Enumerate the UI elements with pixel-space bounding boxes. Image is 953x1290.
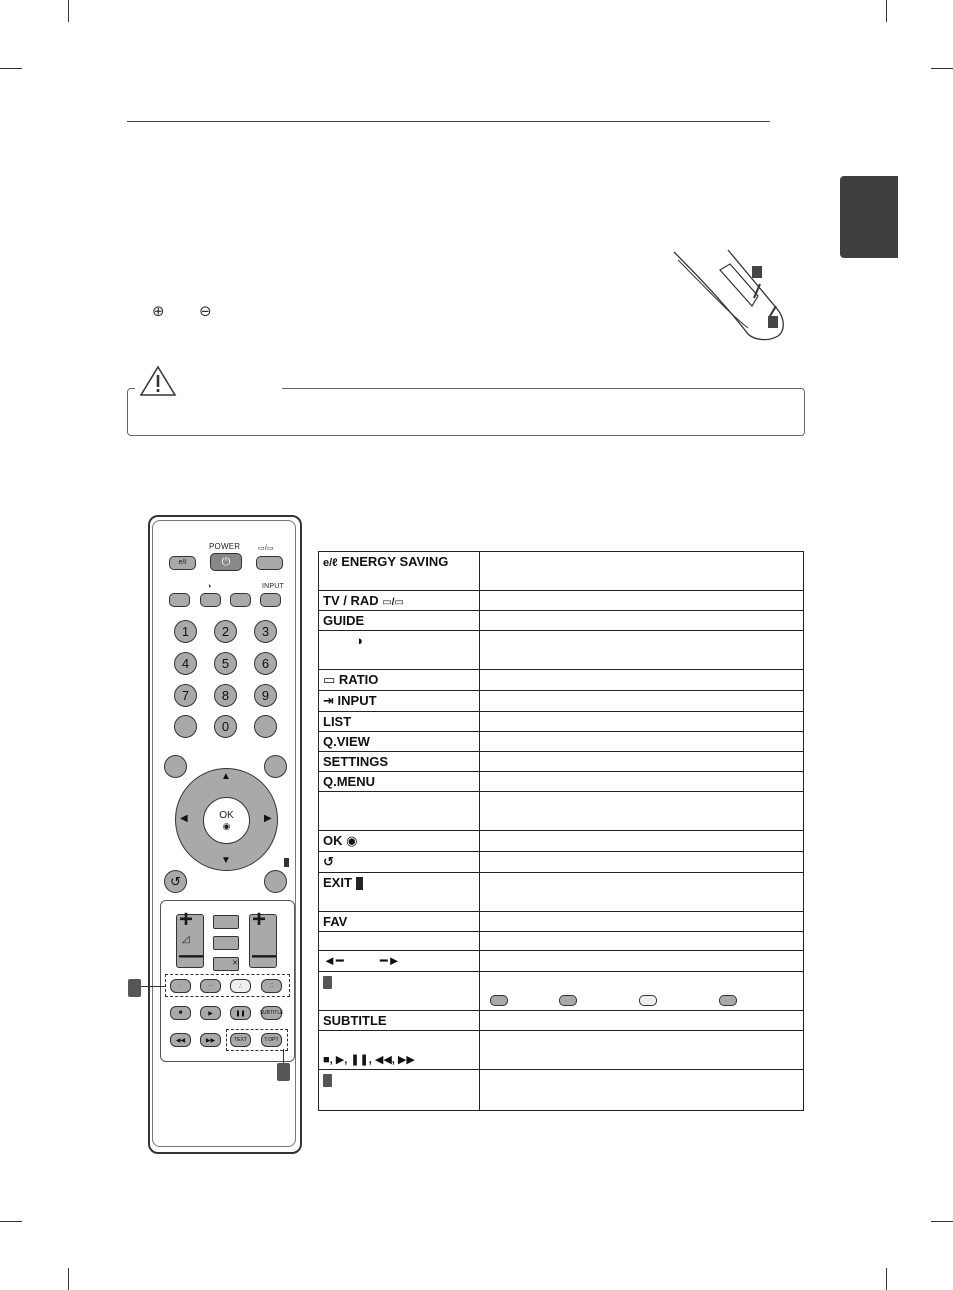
sleep-button[interactable] [200, 593, 221, 607]
ok-dot-icon: ◉ [346, 833, 358, 848]
qmenu-button[interactable] [264, 755, 287, 778]
key-guide: GUIDE [319, 611, 480, 631]
key-input: ⇥ INPUT [319, 691, 480, 712]
fast-forward-button[interactable]: ▶▶ [200, 1033, 221, 1047]
exit-button[interactable] [264, 870, 287, 893]
crop-mark [68, 1268, 69, 1290]
tv-rad-icon: ▭/▭ [258, 545, 274, 552]
header-rule [127, 121, 770, 122]
remote-keys-table [318, 551, 804, 1111]
right-arrow-icon: ▶ [264, 813, 272, 824]
crop-mark [0, 1221, 22, 1222]
energy-saving-icon: e/ℓ [323, 557, 338, 569]
down-arrow-icon: ▼ [221, 855, 231, 866]
key-mute [319, 932, 480, 951]
ok-button[interactable]: OK ◉ [203, 797, 250, 844]
green-button[interactable]: ·· [200, 979, 221, 993]
battery-cover-illustration [668, 246, 788, 342]
num-1-button[interactable]: 1 [174, 620, 197, 643]
num-7-button[interactable]: 7 [174, 684, 197, 707]
num-9-button[interactable]: 9 [254, 684, 277, 707]
back-button[interactable]: ↺ [164, 870, 187, 893]
tv-rad-button[interactable] [256, 556, 283, 570]
ratio-button[interactable] [230, 593, 251, 607]
key-navigation [319, 792, 480, 831]
crop-mark [886, 0, 887, 22]
pause-button[interactable]: ❚❚ [230, 1006, 251, 1020]
qview-button[interactable] [254, 715, 277, 738]
num-6-button[interactable]: 6 [254, 652, 277, 675]
list-button[interactable] [174, 715, 197, 738]
caution-box [127, 388, 805, 436]
yellow-button-icon [639, 995, 657, 1006]
power-button[interactable]: ⏻ [210, 553, 242, 571]
subtitle-button[interactable]: SUBTITLE [261, 1006, 282, 1020]
num-3-button[interactable]: 3 [254, 620, 277, 643]
input-button[interactable] [260, 593, 281, 607]
left-arrow-icon: ◀ [180, 813, 188, 824]
rewind-button[interactable]: ◀◀ [170, 1033, 191, 1047]
mute-button[interactable]: ✕ [213, 957, 239, 971]
callout-1 [128, 979, 141, 997]
num-0-button[interactable]: 0 [214, 715, 237, 738]
key-ratio: ▭ RATIO [319, 670, 480, 691]
left-arrow-icon: ◄━ [323, 953, 344, 968]
tv-rad-icon: ▭/▭ [382, 597, 404, 608]
key-page [319, 951, 480, 972]
crop-mark [68, 0, 69, 22]
key-sleep [319, 631, 480, 670]
plus-circle-icon: ⊕ [152, 303, 165, 320]
guide-button[interactable] [169, 593, 190, 607]
blue-button-icon [719, 995, 737, 1006]
callout-2 [277, 1063, 290, 1081]
crop-mark [886, 1268, 887, 1290]
callout-1-marker [323, 976, 332, 989]
red-button[interactable]: · [170, 979, 191, 993]
minus-icon: — [252, 942, 276, 969]
ok-dot-icon: ◉ [222, 820, 231, 831]
key-qview: Q.VIEW [319, 732, 480, 752]
key-tv-rad: TV / RAD ▭/▭ [319, 591, 480, 611]
chapter-tab [840, 176, 898, 258]
key-ok: OK ◉ [319, 831, 480, 852]
back-icon: ↺ [323, 854, 334, 869]
minus-icon: — [179, 942, 203, 969]
num-5-button[interactable]: 5 [214, 652, 237, 675]
key-fav: FAV [319, 912, 480, 932]
plus-icon: + [252, 906, 267, 933]
settings-button[interactable] [164, 755, 187, 778]
plus-icon: + [179, 906, 194, 933]
play-button[interactable]: ▶ [200, 1006, 221, 1020]
red-button-icon [490, 995, 508, 1006]
num-8-button[interactable]: 8 [214, 684, 237, 707]
crop-mark [0, 68, 22, 69]
key-qmenu: Q.MENU [319, 772, 480, 792]
ratio-icon: ▭ [323, 672, 336, 687]
text-button[interactable]: TEXT [230, 1033, 251, 1047]
crop-mark [931, 1221, 953, 1222]
right-arrow-icon: ━► [379, 953, 401, 968]
up-arrow-icon: ▲ [221, 771, 231, 782]
input-label: INPUT [262, 583, 284, 590]
key-exit: EXIT [319, 873, 480, 912]
stop-button[interactable]: ■ [170, 1006, 191, 1020]
exit-icon [356, 877, 363, 890]
key-playback [319, 1031, 480, 1070]
callout-2-marker [323, 1074, 332, 1087]
minus-circle-icon: ⊖ [199, 303, 212, 320]
blue-button[interactable]: :: [261, 979, 282, 993]
num-2-button[interactable]: 2 [214, 620, 237, 643]
key-list: LIST [319, 712, 480, 732]
sleep-icon: ◑ [207, 583, 212, 590]
key-color-buttons [319, 972, 480, 1011]
energy-saving-button[interactable]: e/ℓ [169, 556, 196, 570]
input-icon: ⇥ [323, 693, 334, 708]
green-button-icon [559, 995, 577, 1006]
power-label: POWER [209, 542, 241, 551]
key-subtitle: SUBTITLE [319, 1011, 480, 1031]
sleep-icon: ◑ [355, 633, 363, 648]
key-settings: SETTINGS [319, 752, 480, 772]
volume-icon: ◿ [182, 934, 190, 945]
key-energy-saving: e/ℓ ENERGY SAVING [319, 552, 480, 591]
topt-button[interactable]: T.OPT [261, 1033, 282, 1047]
warning-icon [139, 365, 177, 397]
exit-icon [284, 858, 289, 867]
mark-button[interactable] [213, 936, 239, 950]
num-4-button[interactable]: 4 [174, 652, 197, 675]
fav-button[interactable] [213, 915, 239, 929]
playback-icons: ■, ▶, ❚❚, ◀◀, ▶▶ [323, 1054, 415, 1066]
crop-mark [931, 68, 953, 69]
key-teletext [319, 1070, 480, 1111]
key-back [319, 852, 480, 873]
yellow-button[interactable]: ∴ [230, 979, 251, 993]
